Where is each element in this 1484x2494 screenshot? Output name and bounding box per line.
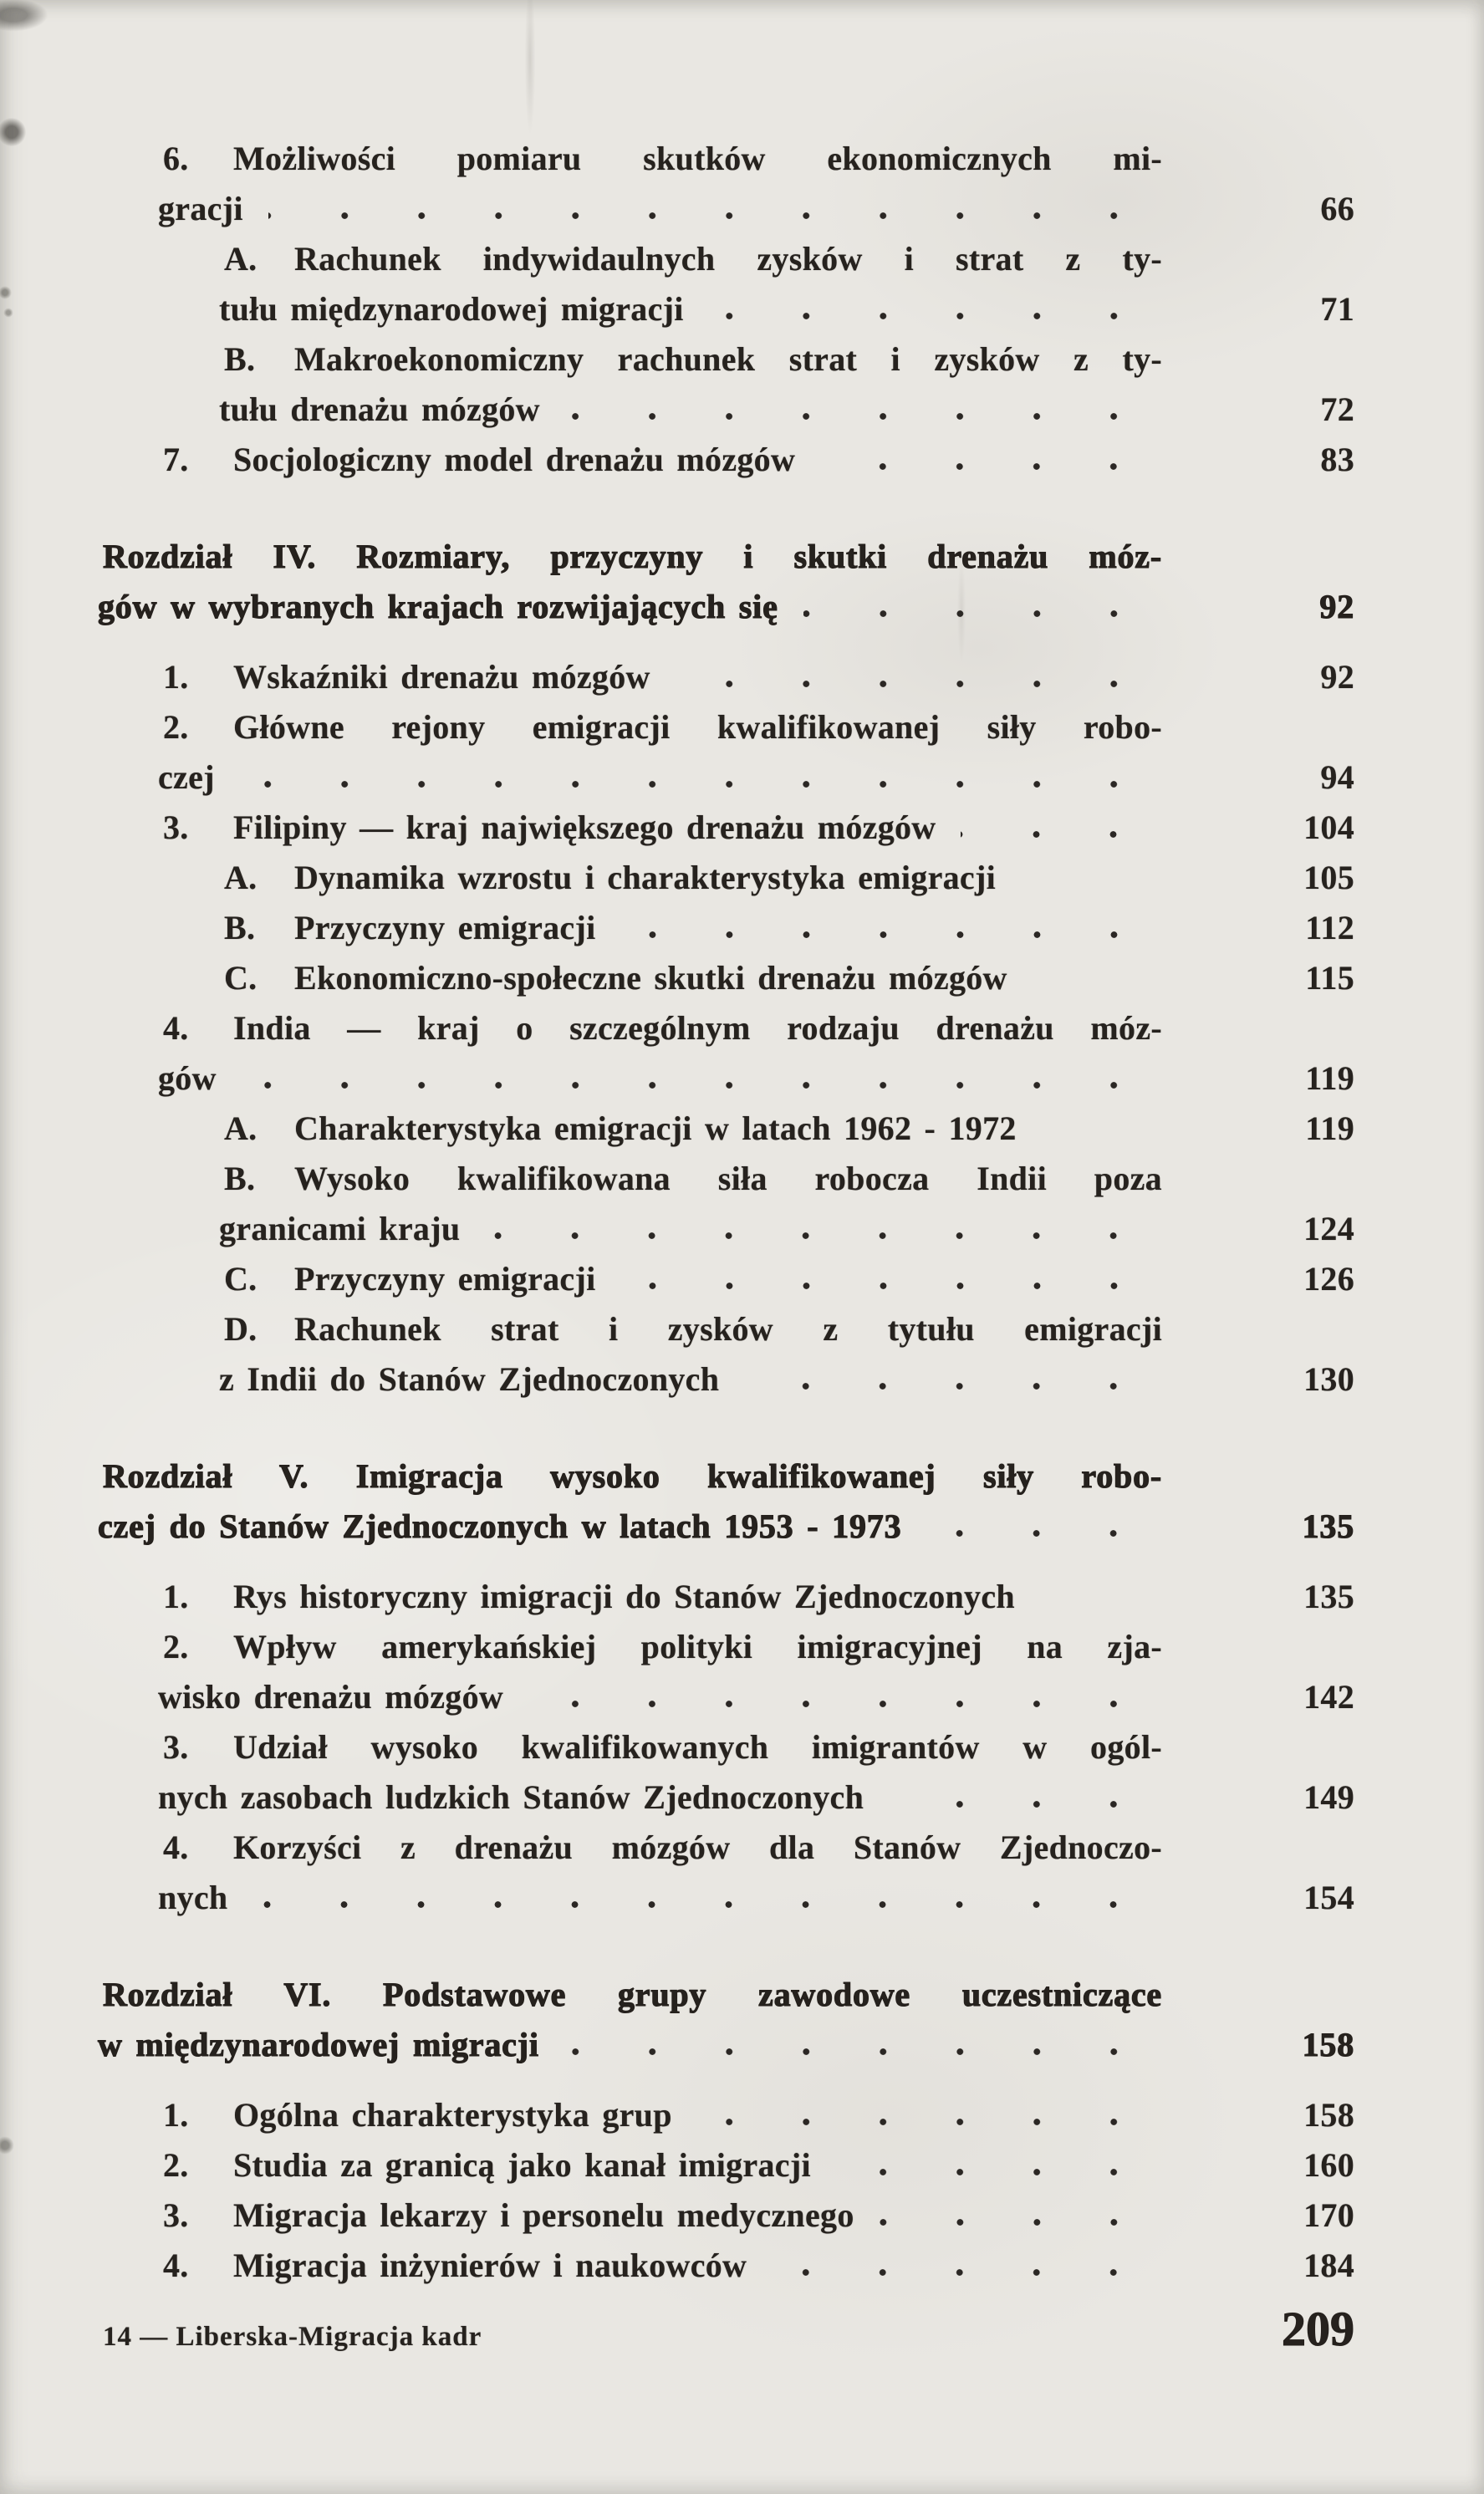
page-number: 154 [1303,1879,1354,1916]
dot-leader [772,2267,1186,2277]
page-number: 119 [1305,1059,1354,1097]
page-number: 135 [1303,1578,1354,1615]
page-number: 66 [1320,190,1354,227]
toc-entry [103,1254,1354,1304]
chapter-heading [98,532,1354,632]
entry-last-line [224,853,1354,903]
entry-first-line: 4. India — kraj o szczególnym rodzaju drenażu móz- [163,1003,1162,1053]
dot-leader [240,778,1186,788]
entry-text: 3. Migracja lekarzy i personelu medycznego [163,2191,854,2241]
entry-first-line: D. Rachunek strat i zysków z tytułu emigracji [224,1304,1162,1354]
page-number: 170 [1303,2196,1354,2234]
page-number: 135 [1302,1507,1354,1545]
page-number: 130 [1303,1360,1354,1398]
toc-entry [103,1622,1354,1722]
entry-number: 1. [163,2096,189,2134]
toc-entry [103,702,1354,803]
entry-number: A. [224,240,258,278]
dot-leader [961,829,1186,839]
entry-number: C. [224,1260,258,1298]
entry-text: 4. Migracja inżynierów i naukowców [163,2241,747,2291]
table-of-contents [98,134,1354,2291]
page-number: 119 [1305,1109,1354,1147]
entry-number: 2. [163,1628,189,1665]
dot-leader [1040,1598,1186,1608]
entry-number: D. [224,1310,258,1348]
toc-entry [103,953,1354,1003]
entry-first-line: Rozdział VI. Podstawowe grupy zawodowe uczestniczące [103,1976,1162,2013]
entry-number: B. [224,1160,256,1197]
entry-text: 1. Rys historyczny imigracji do Stanów Zjednoczonych [163,1572,1015,1622]
dot-leader [621,1280,1186,1290]
entry-text: 7. Socjologiczny model drenażu mózgów [163,435,795,485]
entry-number: 3. [163,1728,189,1766]
entry-number: B. [224,340,256,378]
entry-last-line [98,1502,1354,1552]
entry-first-line: B. Wysoko kwalifikowana siła robocza Indii poza [224,1154,1162,1204]
entry-text: 2. Studia za granicą jako kanał imigracji [163,2140,811,2191]
entry-text: gów [158,1059,217,1097]
entry-last-line [219,1354,1354,1405]
entry-first-line: Rozdział V. Imigracja wysoko kwalifikowanej siły robo- [103,1457,1162,1495]
entry-last-line [163,803,1354,853]
dot-leader [485,1230,1186,1240]
dot-leader [1033,979,1186,989]
entry-last-line [163,652,1354,702]
entry-last-line [163,2241,1354,2291]
page-number: 92 [1320,658,1354,696]
entry-last-line [224,903,1354,953]
entry-text: 1. Wskaźniki drenażu mózgów [163,652,650,702]
entry-last-line [224,1104,1354,1154]
toc-entry [103,1304,1354,1405]
toc-entry [103,435,1354,485]
entry-text: czej do Stanów Zjednoczonych w latach 1953 - 1973 [98,1507,902,1545]
dot-leader [268,210,1186,220]
entry-first-line: B. Makroekonomiczny rachunek strat i zysków z ty- [224,334,1162,385]
entry-text: A. Dynamika wzrostu i charakterystyka emigracji [224,853,996,903]
entry-last-line [219,385,1354,435]
dot-leader [1021,879,1186,889]
page-number: 184 [1303,2247,1354,2284]
page-number: 92 [1319,588,1354,625]
entry-last-line [219,284,1354,334]
entry-text: C. Przyczyny emigracji [224,1254,596,1304]
entry-number: 2. [163,708,189,746]
entry-last-line [224,1254,1354,1304]
entry-text: 3. Filipiny — kraj największego drenażu mózgów [163,803,936,853]
entry-number: A. [224,859,258,896]
entry-last-line [163,435,1354,485]
entry-text: tułu drenażu mózgów [219,390,540,428]
entry-first-line: 2. Główne rejony emigracji kwalifikowanej siły robo- [163,702,1162,752]
entry-last-line [98,582,1354,632]
dot-leader [836,2166,1186,2176]
dot-leader [926,1528,1186,1538]
entry-number: 4. [163,2247,189,2284]
toc-entry [103,2140,1354,2191]
page-number: 124 [1303,1210,1354,1247]
toc-entry [103,2241,1354,2291]
entry-text: C. Ekonomiczno-społeczne skutki drenażu mózgów [224,953,1007,1003]
toc-entry [103,334,1354,435]
page-number: 72 [1320,390,1354,428]
entry-number: 7. [163,441,189,478]
toc-entry [103,853,1354,903]
dot-leader [676,678,1186,688]
page-number: 112 [1305,909,1354,946]
dot-leader [744,1380,1186,1390]
toc-entry [103,1823,1354,1923]
entry-number: 3. [163,808,189,846]
entry-last-line [158,1672,1354,1722]
entry-last-line [163,2090,1354,2140]
toc-entry [103,1572,1354,1622]
toc-entry [103,2090,1354,2140]
dot-leader [820,461,1186,471]
toc-entry [103,2191,1354,2241]
toc-entry [103,803,1354,853]
entry-text: w międzynarodowej migracji [98,2026,539,2063]
entry-first-line: 6. Możliwości pomiaru skutków ekonomicznych mi- [163,134,1162,184]
entry-last-line [98,2020,1354,2070]
chapter-heading [98,1451,1354,1552]
entry-text: B. Przyczyny emigracji [224,903,596,953]
page-number: 160 [1303,2146,1354,2184]
toc-entry [103,1722,1354,1823]
entry-first-line: A. Rachunek indywidaulnych zysków i strat z ty- [224,234,1162,284]
chapter-heading [98,1970,1354,2070]
entry-text: nych [158,1879,228,1916]
entry-first-line: Rozdział IV. Rozmiary, przyczyny i skutki drenażu móz- [103,538,1162,575]
page-number: 149 [1303,1778,1354,1816]
dot-leader [1042,1130,1186,1140]
entry-text: czej [158,758,215,796]
page-footer [103,2301,1354,2357]
entry-text: wisko drenażu mózgów [158,1678,504,1716]
page-number: 126 [1303,1260,1354,1298]
entry-number: 1. [163,658,189,696]
entry-last-line [158,1772,1354,1823]
footer-note: 14 — Liberska-Migracja kadr [103,2322,482,2352]
toc-entry [103,134,1354,234]
page-number: 94 [1320,758,1354,796]
dot-leader [621,929,1186,939]
dot-leader [252,1899,1186,1909]
entry-last-line [163,2191,1354,2241]
entry-text: granicami kraju [219,1210,461,1247]
entry-last-line [158,184,1354,234]
entry-last-line [163,2140,1354,2191]
entry-number: A. [224,1109,258,1147]
page-number: 158 [1302,2026,1354,2063]
entry-last-line [163,1572,1354,1622]
page-number: 142 [1303,1678,1354,1716]
entry-text: z Indii do Stanów Zjednoczonych [219,1360,720,1398]
entry-number: 6. [163,140,189,177]
dot-leader [803,608,1186,618]
page-number: 71 [1320,290,1354,328]
toc-entry [103,234,1354,334]
toc-entry [103,1104,1354,1154]
entry-last-line [158,1053,1354,1104]
dot-leader [880,2216,1186,2226]
toc-entry [103,1003,1354,1104]
dot-leader [242,1079,1186,1089]
entry-number: 4. [163,1009,189,1047]
toc-entry [103,1154,1354,1254]
toc-entry [103,903,1354,953]
entry-last-line [158,1873,1354,1923]
toc-entry [103,652,1354,702]
entry-last-line [224,953,1354,1003]
entry-text: 1. Ogólna charakterystyka grup [163,2090,672,2140]
entry-number: C. [224,959,258,997]
entry-number: 3. [163,2196,189,2234]
entry-last-line [158,752,1354,803]
entry-number: 2. [163,2146,189,2184]
entry-number: B. [224,909,256,946]
dot-leader [697,2116,1186,2126]
entry-number: 4. [163,1828,189,1866]
entry-number: 1. [163,1578,189,1615]
entry-text: nych zasobach ludzkich Stanów Zjednoczonych [158,1778,864,1816]
dot-leader [709,310,1186,320]
entry-text: A. Charakterystyka emigracji w latach 1962 - 1972 [224,1104,1017,1154]
entry-text: gów w wybranych krajach rozwijających się [98,588,778,625]
dot-leader [565,411,1186,421]
page-number: 115 [1305,959,1354,997]
page-number: 105 [1303,859,1354,896]
footer-page-number: 209 [1282,2302,1354,2356]
entry-first-line: 3. Udział wysoko kwalifikowanych imigrantów w ogól- [163,1722,1162,1772]
page-number: 158 [1303,2096,1354,2134]
entry-last-line [219,1204,1354,1254]
dot-leader [528,1698,1186,1708]
dot-leader [889,1798,1186,1808]
entry-first-line: 2. Wpływ amerykańskiej polityki imigracyjnej na zja- [163,1622,1162,1672]
page-number: 104 [1303,808,1354,846]
entry-first-line: 4. Korzyści z drenażu mózgów dla Stanów Zjednoczo- [163,1823,1162,1873]
dot-leader [564,2046,1186,2056]
page-number: 83 [1320,441,1354,478]
entry-text: gracji [158,190,243,227]
entry-text: tułu międzynarodowej migracji [219,290,684,328]
